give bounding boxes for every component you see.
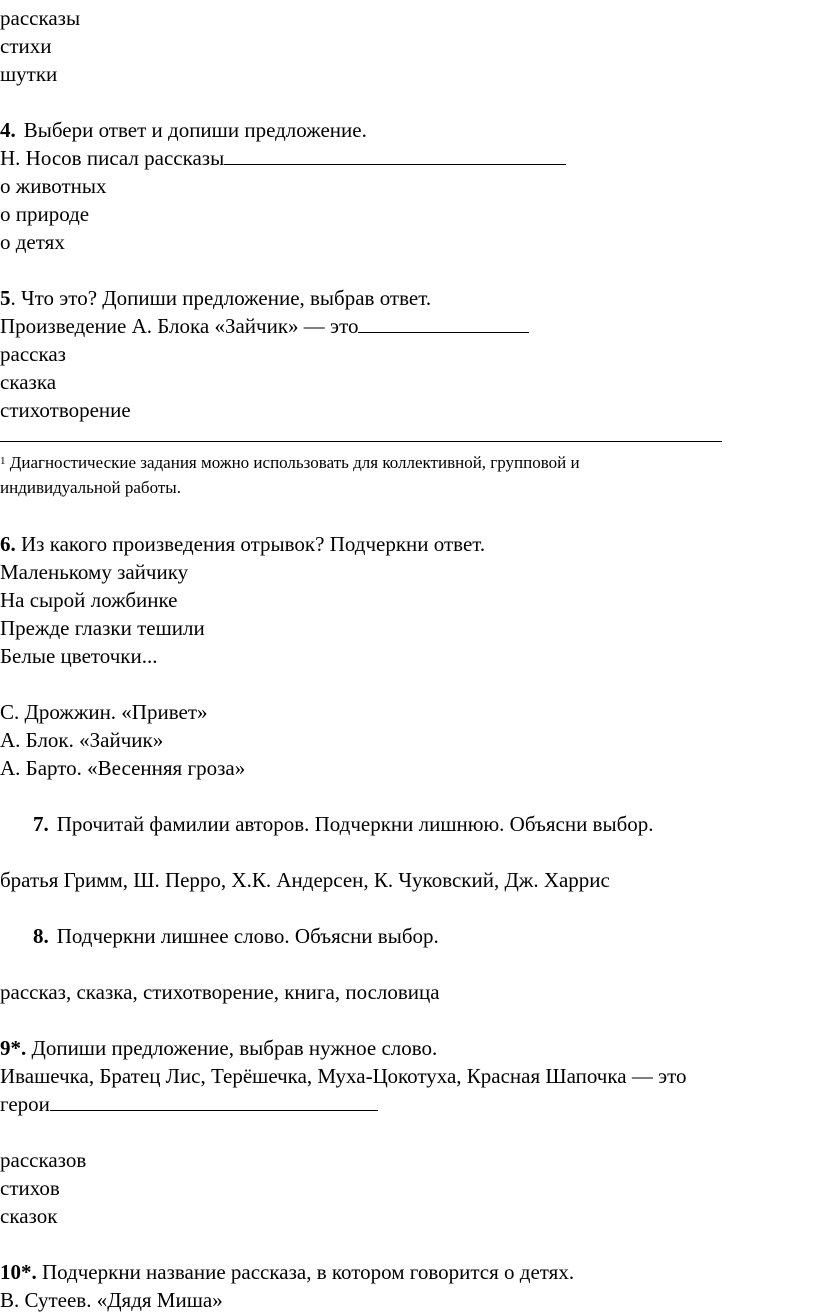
q4-sentence-line xyxy=(0,144,566,172)
q6-option[interactable]: А. Барто. «Весенняя гроза» xyxy=(0,756,246,780)
q3-option: рассказы xyxy=(0,6,81,30)
q4-option: о природе xyxy=(0,202,90,226)
q7-heading xyxy=(33,810,654,838)
footnote-text: Диагностические задания можно использовать для коллективной, групповой и xyxy=(9,453,580,472)
q6-poem-line: Маленькому зайчику xyxy=(0,560,189,584)
footnote-marker: 1 xyxy=(0,455,6,467)
q4-prompt: Выбери ответ и допиши предложение. xyxy=(23,118,367,142)
q6-poem-line: На сырой ложбинке xyxy=(0,588,178,612)
q9-sentence-end: герои xyxy=(0,1092,50,1116)
q9-number: 9*. xyxy=(0,1036,27,1060)
q5-heading xyxy=(0,284,431,312)
q4-sentence: Н. Носов писал рассказы xyxy=(0,146,225,170)
footnote-line xyxy=(0,452,580,474)
q10-option[interactable]: В. Сутеев. «Дядя Миша» xyxy=(0,1288,223,1312)
q7-prompt: Прочитай фамилии авторов. Подчеркни лишнюю. Объясни выбор. xyxy=(56,812,654,836)
q3-option: шутки xyxy=(0,62,58,86)
q10-prompt: Подчеркни название рассказа, в котором говорится о детях. xyxy=(42,1260,575,1284)
q7-author-list[interactable]: братья Гримм, Ш. Перро, Х.К. Андерсен, К. Чуковский, Дж. Харрис xyxy=(0,868,610,892)
q10-number: 10*. xyxy=(0,1260,37,1284)
q10-heading xyxy=(0,1258,574,1286)
q5-sentence: Произведение А. Блока «Зайчик» — это xyxy=(0,314,359,338)
q8-heading xyxy=(33,922,439,950)
q9-heading xyxy=(0,1034,437,1062)
q7-number: 7. xyxy=(33,812,49,836)
q5-sentence-line xyxy=(0,312,529,340)
q9-option: рассказов xyxy=(0,1148,87,1172)
q6-number: 6. xyxy=(0,532,16,556)
q5-number: 5 xyxy=(0,286,11,310)
q4-option: о детях xyxy=(0,230,65,254)
q5-prompt: . Что это? Допиши предложение, выбрав ответ. xyxy=(10,286,432,310)
q6-poem-line: Белые цветочки... xyxy=(0,644,158,668)
q9-option: стихов xyxy=(0,1176,60,1200)
footnote-line: индивидуальной работы. xyxy=(0,478,181,497)
q9-sentence-line xyxy=(0,1090,378,1118)
q8-number: 8. xyxy=(33,924,49,948)
q6-heading xyxy=(0,530,485,558)
q6-poem-line: Прежде глазки тешили xyxy=(0,616,205,640)
q8-word-list[interactable]: рассказ, сказка, стихотворение, книга, пословица xyxy=(0,980,440,1004)
q6-prompt: Из какого произведения отрывок? Подчеркни ответ. xyxy=(21,532,486,556)
q6-option[interactable]: С. Дрожжин. «Привет» xyxy=(0,700,208,724)
q4-option: о животных xyxy=(0,174,107,198)
q3-option: стихи xyxy=(0,34,52,58)
q4-heading xyxy=(0,116,367,144)
q4-answer-blank[interactable] xyxy=(224,146,566,165)
q5-option: сказка xyxy=(0,370,57,394)
q9-prompt: Допиши предложение, выбрав нужное слово. xyxy=(31,1036,438,1060)
q9-answer-blank[interactable] xyxy=(50,1092,378,1111)
q6-option[interactable]: А. Блок. «Зайчик» xyxy=(0,728,164,752)
q9-sentence-line: Ивашечка, Братец Лис, Терёшечка, Муха-Цокотуха, Красная Шапочка — это xyxy=(0,1064,687,1088)
footnote-separator xyxy=(0,441,722,442)
q5-answer-blank[interactable] xyxy=(358,314,529,333)
q8-prompt: Подчеркни лишнее слово. Объясни выбор. xyxy=(56,924,439,948)
q4-number: 4. xyxy=(0,118,16,142)
q5-option: рассказ xyxy=(0,342,66,366)
q9-option: сказок xyxy=(0,1204,58,1228)
q5-option: стихотворение xyxy=(0,398,131,422)
